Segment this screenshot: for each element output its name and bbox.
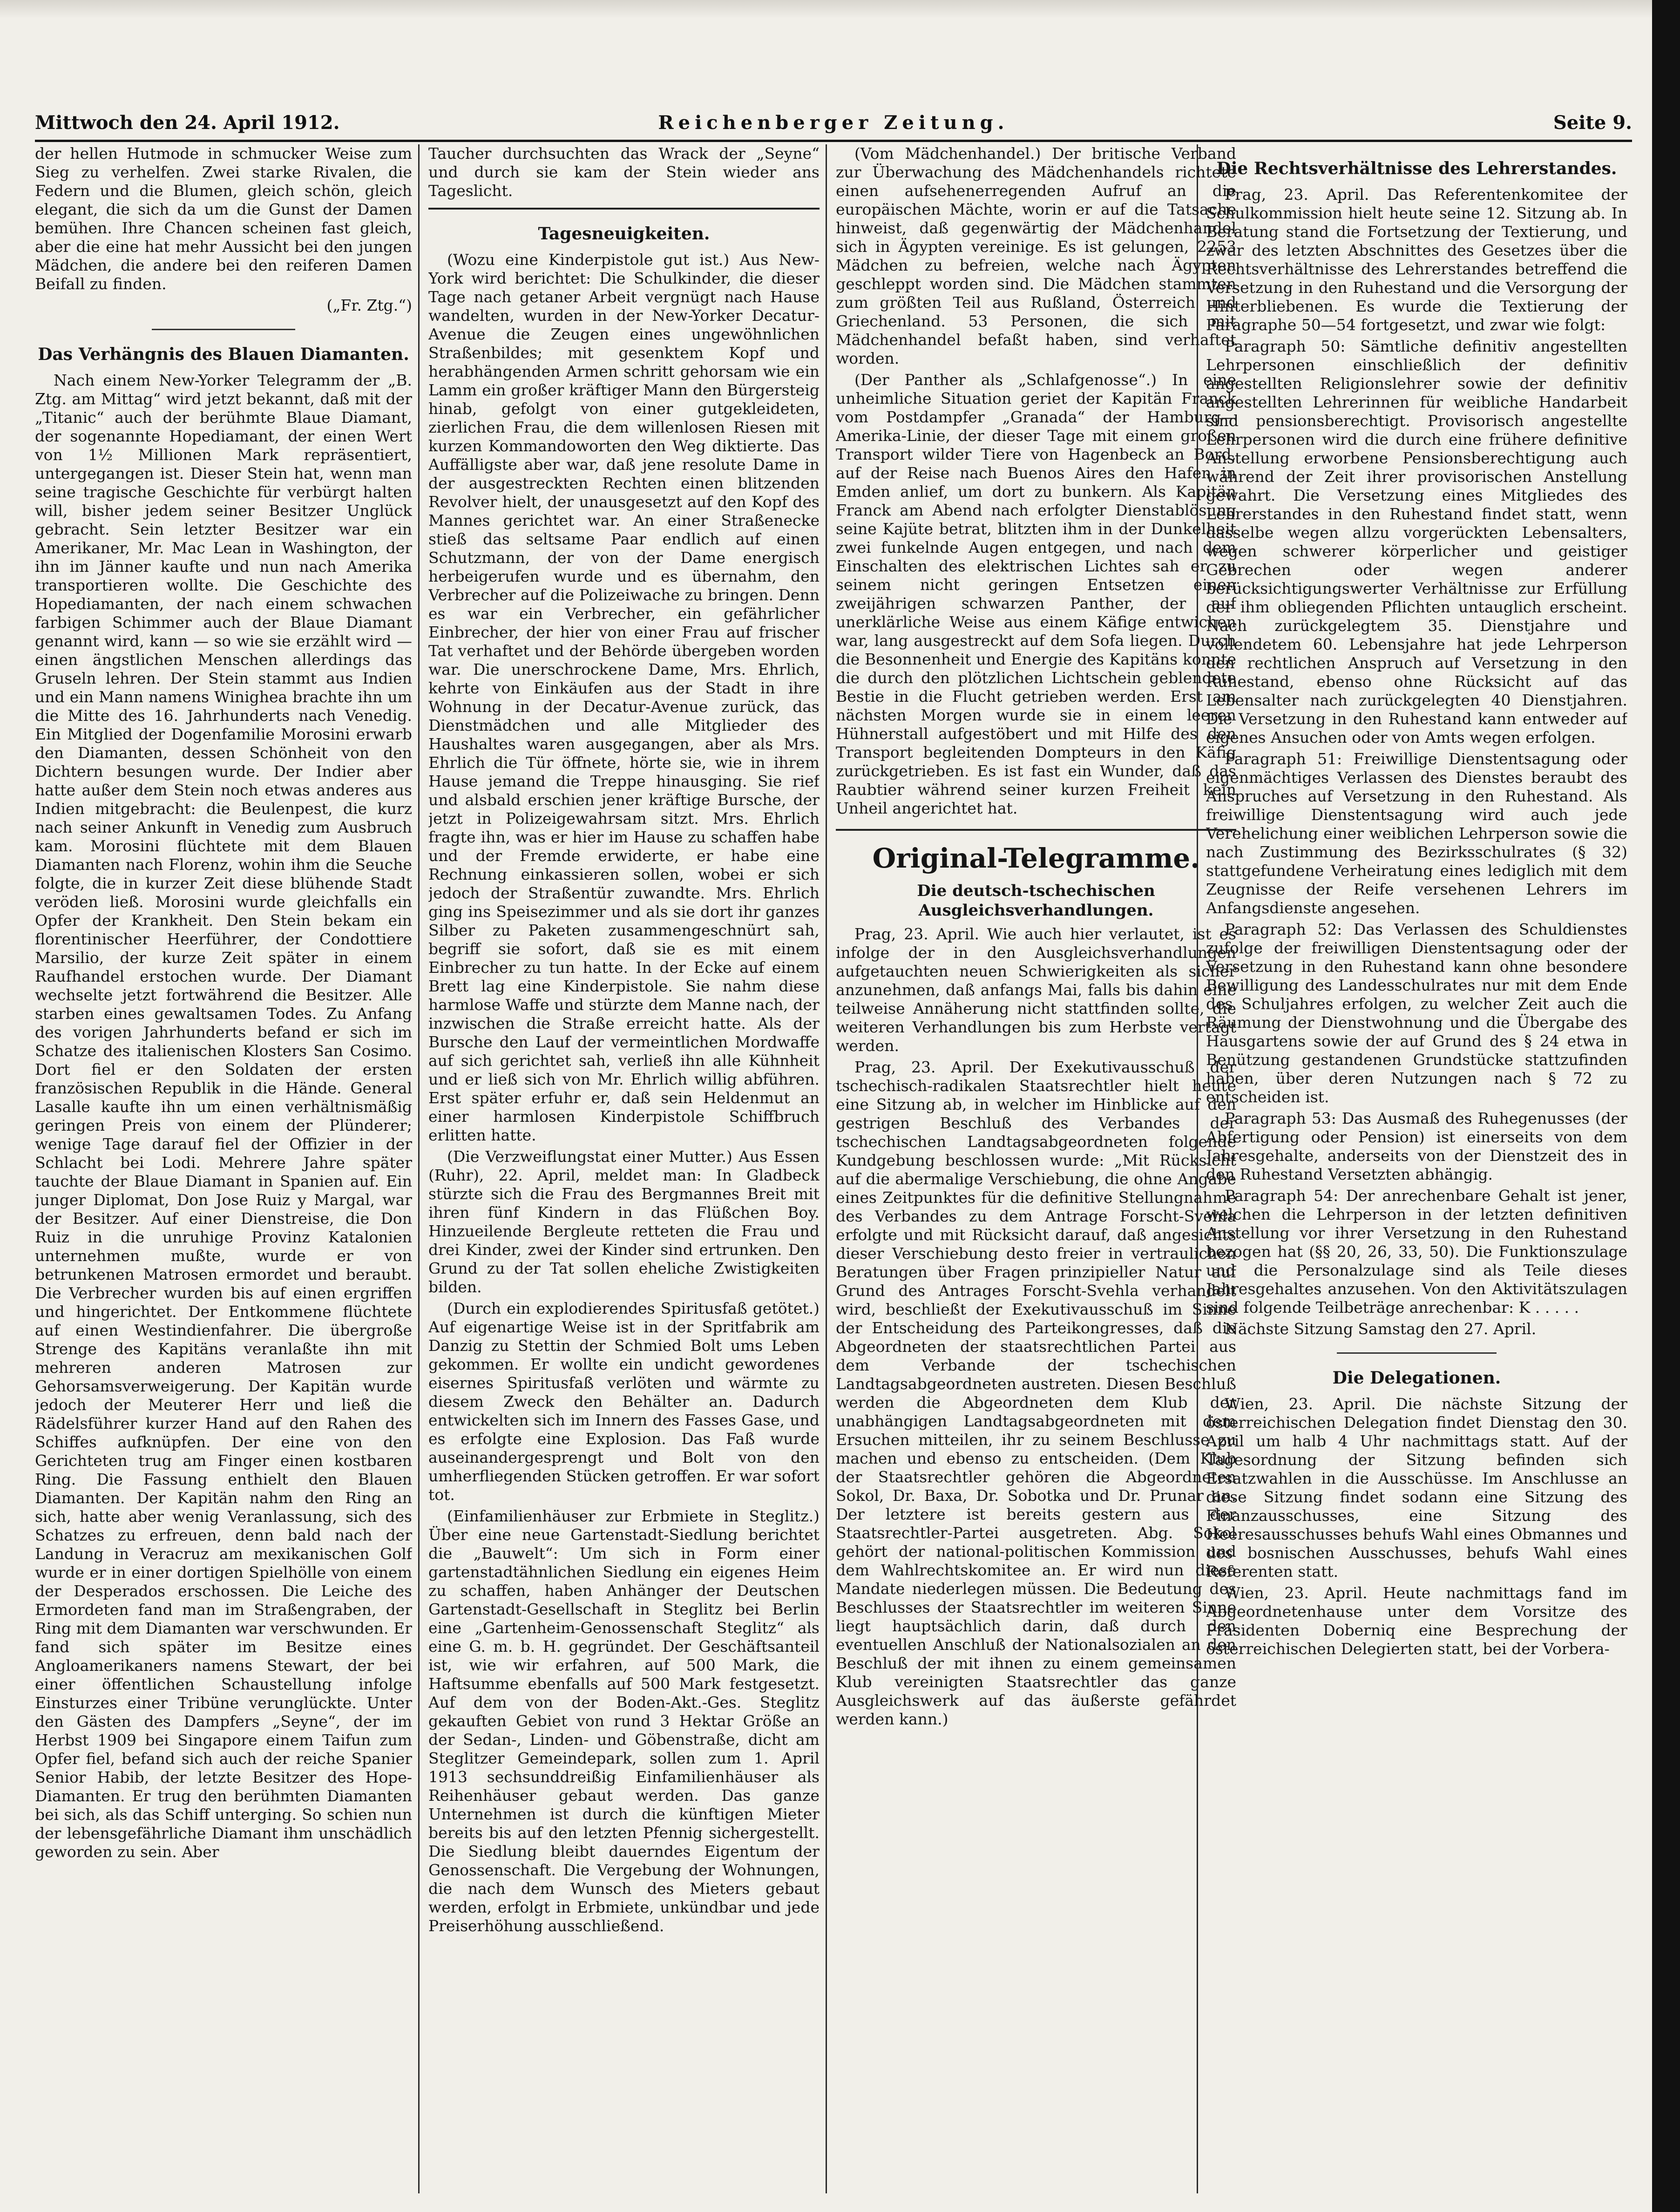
column-2	[428, 144, 820, 2203]
header-page-number: Seite 9.	[1553, 112, 1632, 134]
separator	[152, 329, 295, 330]
news-items-box	[836, 144, 1236, 831]
news-item: (Durch ein explodierendes Spiritusfaß getötet.) Auf eigenartige Weise ist in der Spritfabrik am Danzig zu Stettin der Schmied Bolt ums Leben gekommen. Er wollte ein undicht gewordenes eisernes Spiritusfaß verlöten und wärmte zu diesem Zweck den Behälter an. Dadurch entwickelten sich im Innern des Fasses Gase, und es erfolgte eine Explosion. Das Faß wurde auseinandergesprengt und Bolt von den umherfliegenden Stücken getroffen. Er war sofort tot.	[428, 1299, 820, 1504]
telegram-item: Prag, 23. April. Der Exekutivausschuß der tschechisch-radikalen Staatsrechtler hielt heute eine Sitzung ab, in welcher im Hinblicke auf den gestrigen Beschluß des Verbandes der tschechischen Landtagsabgeordneten folgende Kundgebung beschlossen wurde: „Mit Rücksicht auf die abermalige Verschiebung, die ohne Angabe eines Zeitpunktes für die definitive Stellungnahme des Verbandes zu dem Antrage Forscht-Svehla erfolgte und mit Rücksicht darauf, daß angesichts dieser Verschiebung desto freier in vertraulichen Beratungen über Fragen prinzipieller Natur auf Grund des Antrages Forscht-Svehla verhandelt wird, beschließt der Exekutivausschuß im Sinne der Entscheidung des Parteikongresses, daß die Abgeordneten der staatsrechtlichen Partei aus dem Verbande der tschechischen Landtagsabgeordneten austreten. Diesen Beschluß werden die Abgeordneten dem Klub der unabhängigen Landtagsabgeordneten mit dem Ersuchen mitteilen, ihr zu seinem Beschlusse zu machen und ebenso zu entscheiden. (Dem Klub der Staatsrechtler gehören die Abgeordneten Sokol, Dr. Baxa, Dr. Sobotka und Dr. Prunar an. Der letztere ist bereits gestern aus der Staatsrechtler-Partei ausgetreten. Abg. Sokol gehört der national-politischen Kommission und dem Wahlrechtskomitee an. Er wird nun diese Mandate niederlegen müssen. Die Bedeutung des Beschlusses der Staatsrechtler im weiteren Sinne liegt hauptsächlich darin, daß durch den eventuellen Anschluß der Nationalsozialen an den Beschluß der mit ihnen zu einem gemeinsamen Klub vereinigten Staatsrechtler das ganze Ausgleichswerk auf das äußerste gefährdet werden kann.)	[836, 1058, 1236, 1728]
header-date: Mittwoch den 24. April 1912.	[35, 112, 340, 134]
article-paragraph: Nach einem New-Yorker Telegramm der „B. Ztg. am Mittag“ wird jetzt bekannt, daß mit der „Titanic“ auch der berühmte Blaue Diamant, der sogenannte Hopediamant, der einen Wert von 1½ Millionen Mark repräsentiert, untergegangen ist. Dieser Stein hat, wenn man seine tragische Geschichte für verbürgt halten will, bisher jedem seiner Besitzer Unglück gebracht. Sein letzter Besitzer war ein Amerikaner, Mr. Mac Lean in Washington, der ihn im Jänner kaufte und nun nach Amerika transportieren wollte. Die Geschichte des Hopediamanten, der nach einem schwachen farbigen Schimmer auch der Blaue Diamant genannt wird, kann — so wie sie erzählt wird — einen ängstlichen Menschen allerdings das Gruseln lehren. Der Stein stammt aus Indien und ein Mann namens Winighea brachte ihn um die Mitte des 16. Jahrhunderts nach Venedig. Ein Mitglied der Dogenfamilie Morosini erwarb den Diamanten, dessen Schönheit von den Dichtern besungen wurde. Der Indier aber hatte außer dem Stein noch etwas anderes aus Indien mitgebracht: die Beulenpest, die kurz nach seiner Ankunft in Venedig zum Ausbruch kam. Morosini flüchtete mit dem Blauen Diamanten nach Florenz, wohin ihm die Seuche folgte, die in kurzer Zeit diese blühende Stadt veröden ließ. Morosini wurde gleichfalls ein Opfer der Krankheit. Den Stein bekam ein florentinischer Heerführer, der Condottiere Marsilio, der kurze Zeit später in einem Raufhandel erstochen wurde. Der Diamant wechselte jetzt fortwährend die Besitzer. Alle starben eines gewaltsamen Todes. Zu Anfang des vorigen Jahrhunderts befand er sich im Schatze des italienischen Klosters San Cosimo. Dort fiel er den Soldaten der ersten französischen Republik in die Hände. General Lasalle kaufte ihn um einen verhältnismäßig geringen Preis von einem der Plünderer; wenige Tage darauf fiel der Offizier in der Schlacht bei Lodi. Mehrere Jahre später tauchte der Blaue Diamant in Spanien auf. Ein junger Diplomat, Don Jose Ruiz y Margal, war der Besitzer. Auf einer Dienstreise, die Don Ruiz in die unruhige Provinz Katalonien unternehmen mußte, wurde er von betrunkenen Matrosen ermordet und beraubt. Die Verbrecher wurden bis auf einen ergriffen und hingerichtet. Der Entkommene flüchtete auf einen Westindienfahrer. Die übergroße Strenge des Kapitäns veranlaßte ihn mit mehreren anderen Matrosen zur Gehorsamsverweigerung. Der Kapitän wurde jedoch der Meuterer Herr und ließ die Rädelsführer kurzer Hand auf den Rahen des Schiffes aufknüpfen. Der eine von den Gerichteten trug am Finger einen kostbaren Ring. Die Fassung enthielt den Blauen Diamanten. Der Kapitän nahm den Ring an sich, hatte aber wenig Veranlassung, sich des Schatzes zu erfreuen, denn bald nach der Landung in Veracruz am mexikanischen Golf wurde er in einer dortigen Spielhölle von einem der Desperados erschossen. Die Leiche des Ermordeten fand man im Straßengraben, der Ring mit dem Diamanten war verschwunden. Er fand sich später im Besitze eines Angloamerikaners namens Stewart, der bei einer öffentlichen Schaustellung infolge Einsturzes einer Tribüne verunglückte. Unter den Gästen des Dampfers „Seyne“, der im Herbst 1909 bei Singapore einem Taifun zum Opfer fiel, befand sich auch der reiche Spanier Senior Habib, der letzte Besitzer des Hope-Diamanten. Er trug den berühmten Diamanten bei sich, als das Schiff unterging. So schien nun der lebensgefährliche Diamant ihm unschädlich geworden zu sein. Aber	[35, 371, 412, 1861]
header-rule	[35, 140, 1632, 142]
article-continuation-box	[428, 144, 820, 210]
article-paragraph: Wien, 23. April. Die nächste Sitzung der österreichischen Delegation findet Dienstag den 30. April um halb 4 Uhr nachmittags statt. Auf der Tagesordnung der Sitzung befinden sich Ersatzwahlen in die Ausschüsse. Im Anschlusse an diese Sitzung findet sodann eine Sitzung des Finanzausschusses, eine Sitzung des Heeresausschusses behufs Wahl eines Obmannes und des bosnischen Ausschusses, behufs Wahl eines Referenten statt.	[1206, 1395, 1627, 1581]
article-heading: Die Rechtsverhältnisse des Lehrerstandes.	[1216, 159, 1617, 178]
separator	[1337, 1352, 1497, 1354]
article-heading: Die Delegationen.	[1332, 1368, 1501, 1388]
column-4	[1206, 144, 1627, 2203]
article-paragraph: Paragraph 53: Das Ausmaß des Ruhegenusses (der Abfertigung oder Pension) ist einerseits von dem Jahresgehalte, anderseits von der Dienstzeit des in den Ruhestand Versetzten abhängig.	[1206, 1109, 1627, 1183]
article-paragraph: Paragraph 51: Freiwillige Dienstentsagung oder eigenmächtiges Verlassen des Dienstes beraubt des Anspruches auf Versetzung in den Ruhestand. Als freiwillige Dienstentsagung wird auch jede Verehelichung einer weiblichen Lehrperson sowie die nach Zustimmung des Bezirksschulrates (§ 32) stattgefundene Verheiratung eines lediglich mit dem Zeugnisse der Reife versehenen Lehrers im Anfangsdienste angesehen.	[1206, 750, 1627, 917]
article-heading: Die deutsch-tschechischen Ausgleichsverhandlungen.	[917, 882, 1155, 920]
scan-border	[1652, 0, 1680, 2212]
header-title: Reichenberger Zeitung.	[658, 112, 1009, 134]
article-source: („Fr. Ztg.“)	[326, 296, 412, 314]
article-paragraph: Prag, 23. April. Das Referentenkomitee der Schulkommission hielt heute seine 12. Sitzung ab. In Beratung stand die Fortsetzung der Textierung, und zwar des letzten Abschnittes des Gesetzes über die Rechtsverhältnisse des Lehrerstandes betreffend die Versetzung in den Ruhestand und die Versorgung der Hinterbliebenen. Es wurde die Textierung der Paragraphe 50—54 fortgesetzt, und zwar wie folgt:	[1206, 185, 1627, 334]
article-paragraph: Nächste Sitzung Samstag den 27. April.	[1225, 1320, 1537, 1338]
column-1	[35, 144, 412, 2203]
telegram-item: Prag, 23. April. Wie auch hier verlautet, ist es infolge der in den Ausgleichsverhandlungen aufgetauchten neuen Schwierigkeiten als sicher anzunehmen, daß anfangs Mai, falls bis dahin eine teilweise Annäherung nicht stattfinden sollte, die weiteren Verhandlungen bis zum Herbste vertagt werden.	[836, 925, 1236, 1055]
article-paragraph: Paragraph 52: Das Verlassen des Schuldienstes zufolge der freiwilligen Dienstentsagung oder der Versetzung in den Ruhestand kann ohne besondere Bewilligung des Landesschulrates nur mit dem Ende des Schuljahres erfolgen, zu welcher Zeit auch die Räumung der Dienstwohnung und die Übergabe des Hausgartens sowie der auf Grund des § 24 etwa in Benützung gestandenen Grundstücke stattzufinden haben, über deren Nutzungen nach § 72 zu entscheiden ist.	[1206, 920, 1627, 1106]
news-item: (Der Panther als „Schlafgenosse“.) In eine unheimliche Situation geriet der Kapitän Franck vom Postdampfer „Granada“ der Hamburg—Amerika-Linie, der dieser Tage mit einem großen Transport wilder Tiere von Hagenbeck an Bord, auf der Reise nach Buenos Aires den Hafen in Emden anlief, um dort zu bunkern. Als Kapitän Franck am Abend nach erfolgter Dienstablösung seine Kajüte betrat, blitzten ihm in der Dunkelheit zwei funkelnde Augen entgegen, und nach dem Einschalten des elektrischen Lichtes sah er zu seinem nicht geringen Entsetzen einen zweijährigen schwarzen Panther, der auf unerklärliche Weise aus einem Käfige entwichen war, lang ausgestreckt auf dem Sofa liegen. Durch die Besonnenheit und Energie des Kapitäns konnte die durch den plötzlichen Lichtschein geblendete Bestie in die Flucht getrieben werden. Erst am nächsten Morgen wurde sie in einem leeren Hühnerstall aufgestöbert und mit Hilfe des den Transport begleitenden Dompteurs in den Käfig zurückgetrieben. Es ist fast ein Wunder, daß das Raubtier während seiner kurzen Freiheit kein Unheil angerichtet hat.	[836, 371, 1236, 817]
section-heading: Tagesneuigkeiten.	[538, 224, 710, 244]
news-item: (Einfamilienhäuser zur Erbmiete in Steglitz.) Über eine neue Gartenstadt-Siedlung berichtet die „Bauwelt“: Um sich in Form einer gartenstadtähnlichen Siedlung ein eigenes Heim zu schaffen, haben Anhänger der Deutschen Gartenstadt-Gesellschaft in Steglitz bei Berlin eine „Gartenheim-Genossenschaft Steglitz“ als eine G. m. b. H. gegründet. Der Geschäftsanteil ist, wie wir erfahren, auf 500 Mark, die Haftsumme ebenfalls auf 500 Mark festgesetzt. Auf dem von der Boden-Akt.-Ges. Steglitz gekauften Gebiet von rund 3 Hektar Größe an der Sedan-, Linden- und Göbenstraße, dicht am Steglitzer Gemeindepark, sollen zum 1. April 1913 sechsunddreißig Einfamilienhäuser als Reihenhäuser gebaut werden. Das ganze Unternehmen ist durch die künftigen Mieter bereits bis auf den letzten Pfennig sichergestellt. Die Siedlung bleibt dauerndes Eigentum der Genossenschaft. Die Vergebung der Wohnungen, die nach dem Wunsch des Mieters gebaut werden, erfolgt in Erbmiete, unkündbar und jede Preiserhöhung ausschließend.	[428, 1507, 820, 1935]
column-rule	[418, 144, 420, 2193]
article-heading: Das Verhängnis des Blauen Diamanten.	[38, 345, 409, 364]
article-continuation: Taucher durchsuchten das Wrack der „Seyne“ und durch sie kam der Stein wieder ans Tageslicht.	[428, 144, 820, 200]
column-rule	[826, 144, 827, 2193]
news-item: (Die Verzweiflungstat einer Mutter.) Aus Essen (Ruhr), 22. April, meldet man: In Gladbeck stürzte sich die Frau des Bergmannes Breit mit ihren fünf Kindern in das Flüßchen Boy. Hinzueilende Bergleute retteten die Frau und drei Kinder, zwei der Kinder sind ertrunken. Den Grund zu der Tat sollen eheliche Zwistigkeiten bilden.	[428, 1147, 820, 1296]
scan-top-shade	[0, 0, 1680, 19]
article-paragraph: Paragraph 50: Sämtliche definitiv angestellten Lehrpersonen einschließlich der definitiv angestellten Religionslehrer sowie der definitiv angestellten Lehrerinnen für weibliche Handarbeit sind pensionsberechtigt. Provisorisch angestellte Lehrpersonen wird die durch eine frühere definitive Anstellung erworbene Pensionsberechtigung auch während der Zeit ihrer provisorischen Anstellung gewahrt. Die Versetzung eines Mitgliedes des Lehrerstandes in den Ruhestand findet statt, wenn dasselbe wegen allzu vorgerückten Lebensalters, wegen schwerer körperlicher und geistiger Gebrechen oder wegen anderer berücksichtigungswerter Verhältnisse zur Erfüllung der ihm obliegenden Pflichten untauglich erscheint. Nach zurückgelegtem 35. Dienstjahre und vollendetem 60. Lebensjahre hat jede Lehrperson den rechtlichen Anspruch auf Versetzung in den Ruhestand, ebenso ohne Rücksicht auf das Lebensalter nach zurückgelegten 40 Dienstjahren. Die Versetzung in den Ruhestand kann entweder auf eigenes Ansuchen oder von Amts wegen erfolgen.	[1206, 337, 1627, 746]
column-3	[836, 144, 1236, 2203]
section-heading: Original-Telegramme.	[872, 842, 1200, 874]
article-paragraph: Paragraph 54: Der anrechenbare Gehalt ist jener, welchen die Lehrperson in der letzten definitiven Anstellung vor ihrer Versetzung in den Ruhestand bezogen hat (§§ 20, 26, 33, 50). Die Funktionszulage und die Personalzulage sind als Teile dieses Jahresgehaltes anzusehen. Von den Aktivitätszulagen sind folgende Teilbeträge anrechenbar: K . . . . .	[1206, 1187, 1627, 1316]
news-item: (Vom Mädchenhandel.) Der britische Verband zur Überwachung des Mädchenhandels richtete einen aufsehenerregenden Aufruf an die europäischen Mächte, worin er auf die Tatsache hinweist, daß gegenwärtig der Mädchenhandel sich in Ägypten vereinige. Es ist gelungen, 2253 Mädchen zu befreien, welche nach Ägypten geschleppt worden sind. Die Mädchen stammten zum größten Teil aus Rußland, Österreich und Griechenland. 53 Personen, die sich mit Mädchenhandel befaßt haben, sind verhaftet worden.	[836, 144, 1236, 367]
page-header	[35, 107, 1632, 140]
news-item: (Wozu eine Kinderpistole gut ist.) Aus New-York wird berichtet: Die Schulkinder, die dieser Tage nach getaner Arbeit vergnügt nach Hause wandelten, wurden in der New-Yorker Decatur-Avenue die Zeugen eines ungewöhnlichen Straßenbildes; mit gesenktem Kopf und herabhängenden Armen schritt gehorsam wie ein Lamm ein großer kräftiger Mann den Bürgersteig hinab, gefolgt von einer gutgekleideten, zierlichen Frau, die dem willenlosen Riesen mit kurzen Kommandoworten den Weg diktierte. Das Auffälligste aber war, daß jene resolute Dame in der ausgestreckten Rechten einen blitzenden Revolver hielt, der unausgesetzt auf den Kopf des Mannes gerichtet war. An einer Straßenecke stieß das seltsame Paar endlich auf einen Schutzmann, der von der Dame energisch herbeigerufen wurde und es übernahm, den Verbrecher auf die Polizeiwache zu bringen. Denn es war ein Verbrecher, ein gefährlicher Einbrecher, der hier von einer Frau auf frischer Tat verhaftet und der Behörde übergeben worden war. Die unerschrockene Dame, Mrs. Ehrlich, kehrte von Einkäufen aus der Stadt in ihre Wohnung in der Decatur-Avenue zurück, das Dienstmädchen und alle Mitglieder des Haushaltes waren ausgegangen, aber als Mrs. Ehrlich die Tür öffnete, hörte sie, wie in ihrem Hause jemand die Treppe hinausging. Sie rief und alsbald erschien jener kräftige Bursche, der jetzt in Polizeigewahrsam sitzt. Mrs. Ehrlich fragte ihn, was er hier im Hause zu schaffen habe und der Fremde erwiderte, er habe eine Rechnung einkassieren sollen, wobei er sich jedoch der Straßentür zuwandte. Mrs. Ehrlich ging ins Speisezimmer und als sie dort ihr ganzes Silber zu Paketen zusammengeschnürt sah, begriff sie sofort, daß sie es mit einem Einbrecher zu tun hatte. In der Ecke auf einem Brett lag eine Kinderpistole. Sie nahm diese harmlose Waffe und stürzte dem Manne nach, der inzwischen die Straße erreicht hatte. Als der Bursche den Lauf der vermeintlichen Mordwaffe auf sich gerichtet sah, verließ ihn alle Kühnheit und er ließ sich von Mr. Ehrlich willig abführen. Erst später erfuhr er, daß sein Heldenmut an einer harmlosen Kinderpistole Schiffbruch erlitten hatte.	[428, 251, 820, 1144]
article-continuation: der hellen Hutmode in schmucker Weise zum Sieg zu verhelfen. Zwei starke Rivalen, die Federn und die Blumen, gleich schön, gleich elegant, die sich da um die Gunst der Damen bemühen. Ihre Chancen scheinen fast gleich, aber die eine hat mehr Aussicht bei den jungen Mädchen, die andere bei den reiferen Damen Beifall zu finden.	[35, 144, 412, 293]
article-paragraph: Wien, 23. April. Heute nachmittags fand im Abgeordnetenhause unter dem Vorsitze des Präsidenten Doberniq eine Besprechung der österreichischen Delegierten statt, bei der Vorbera-	[1206, 1584, 1627, 1658]
